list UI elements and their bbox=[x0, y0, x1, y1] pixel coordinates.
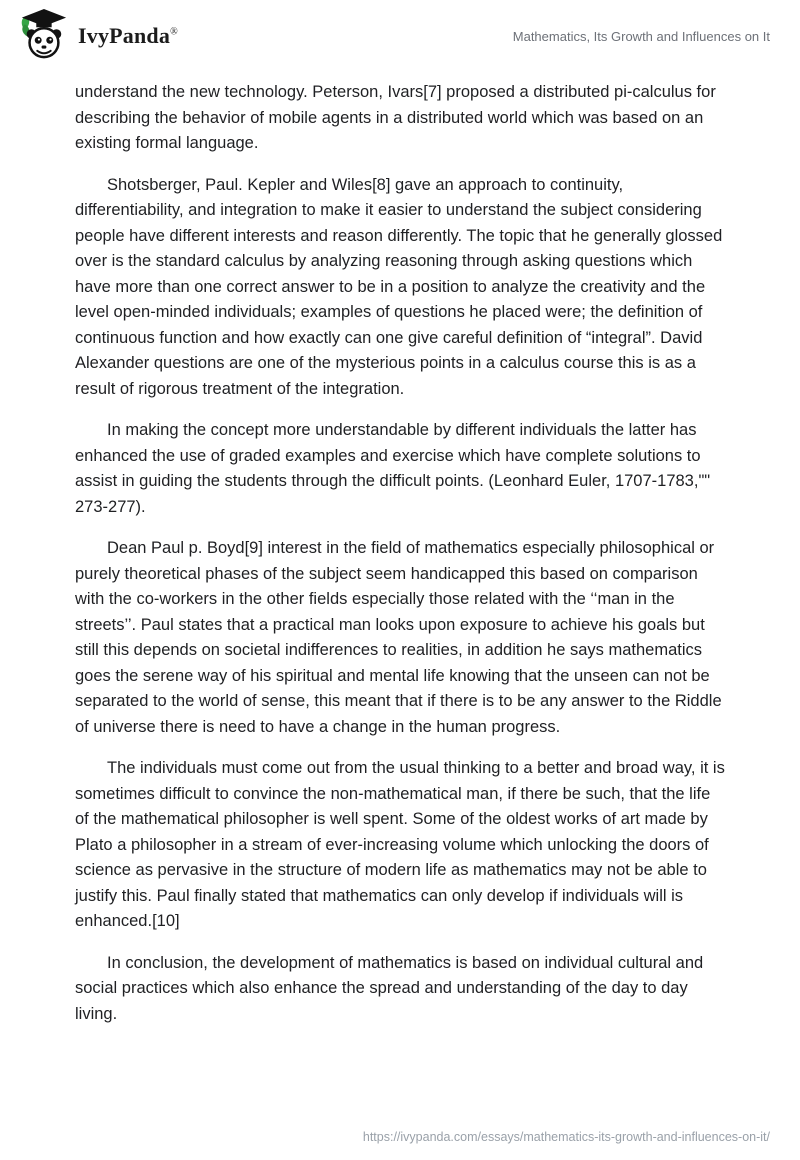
registered-mark: ® bbox=[170, 26, 178, 38]
paragraph: Shotsberger, Paul. Kepler and Wiles[8] gave an approach to continuity, differentiability, and integration to make it easier to understand the subject considering people have different interests and reason differently. The topic that he generally glossed over is the standard calculus by analyzing reasoning through asking questions which have more than one correct answer to be in a position to analyze the creativity and the level open-minded individuals; examples of questions he placed were; the definition of continuous function and how exactly can one give careful definition of “integral”. David Alexander questions are one of the mysterious points in a calculus course this is as a result of rigorous treatment of the integration. bbox=[75, 175, 723, 398]
paragraph: understand the new technology. Peterson, Ivars[7] proposed a distributed pi-calculus for describing the behavior of mobile agents in a distributed world which was based on an existing formal language. bbox=[75, 83, 716, 152]
paragraph: Dean Paul p. Boyd[9] interest in the field of mathematics especially philosophical or purely theoretical phases of the subject seem handicapped this based on comparison with the co-workers in the other fields especially those related with the ‘‘man in the streets’’. Paul states that a practical man looks upon exposure to achieve his goals but still this depends on societal indifferences to realities, in addition he says mathematics goes the serene way of his spiritual and mental life knowing that the unseen can not be separated to the world of sense, this meant that if there is to be any answer to the Riddle of universe there is need to have a change in the human progress. bbox=[75, 539, 722, 736]
ivypanda-panda-icon bbox=[18, 7, 68, 66]
essay-body bbox=[75, 80, 725, 1027]
document-title: Mathematics, Its Growth and Influences on It bbox=[512, 28, 770, 44]
paragraph: In conclusion, the development of mathematics is based on individual cultural and social practices which also enhance the spread and understanding of the day to day living. bbox=[75, 953, 704, 1023]
paragraph: The individuals must come out from the usual thinking to a better and broad way, it is sometimes difficult to convince the non-mathematical man, if there be such, that the life of the mathematical philosopher is well spent. Some of the oldest works of art made by Plato a philosopher in a stream of ever-increasing volume which unlocking the doors of science as pervasive in the structure of modern life as mathematics may not be able to justify this. Paul finally stated that mathematics can only develop if individuals will is enhanced.[10] bbox=[75, 759, 725, 930]
brand-name: IvyPanda® bbox=[78, 23, 178, 48]
paragraph: In making the concept more understandable by different individuals the latter has enhanced the use of graded examples and exercise which have complete solutions to assist in guiding the students through the difficult points. (Leonhard Euler, 1707-1783,"" 273-277). bbox=[75, 421, 711, 516]
ivypanda-logo[interactable] bbox=[18, 7, 178, 66]
page-header bbox=[0, 0, 800, 64]
source-url: https://ivypanda.com/essays/mathematics-its-growth-and-influences-on-it/ bbox=[362, 1130, 770, 1144]
